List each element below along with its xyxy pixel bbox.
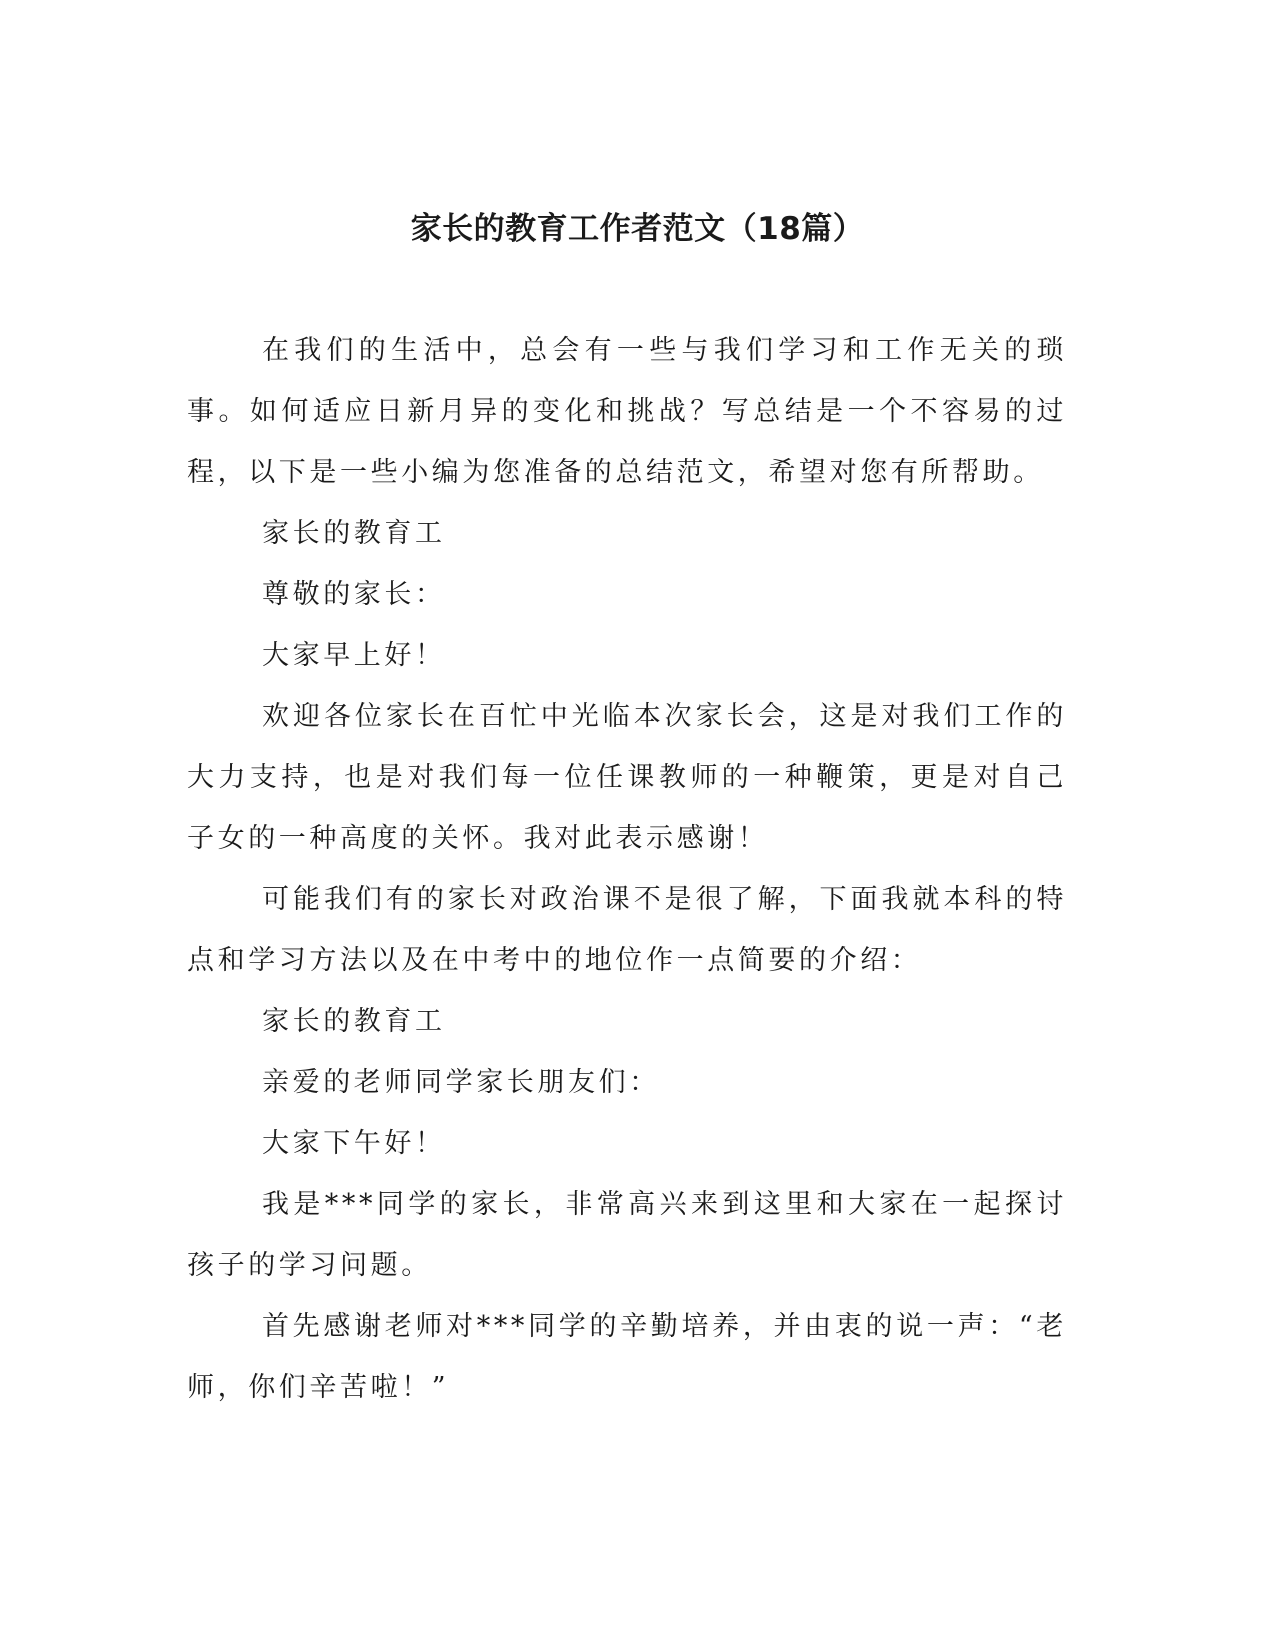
document-title: 家长的教育工作者范文（18篇） — [410, 211, 865, 247]
greeting: 大家下午好！ — [262, 1128, 446, 1159]
salutation: 亲爱的老师同学家长朋友们： — [262, 1067, 660, 1098]
section-heading: 家长的教育工 — [262, 518, 446, 549]
section-heading: 家长的教育工 — [262, 1006, 446, 1037]
paragraph: 首先感谢老师对***同学的辛勤培养，并由衷的说一声：“老师，你们辛苦啦！” — [187, 1311, 1067, 1403]
paragraph: 我是***同学的家长，非常高兴来到这里和大家在一起探讨孩子的学习问题。 — [187, 1189, 1067, 1281]
document-body — [187, 320, 1067, 1418]
paragraph-intro: 在我们的生活中，总会有一些与我们学习和工作无关的琐事。如何适应日新月异的变化和挑战？写总结是一个不容易的过程，以下是一些小编为您准备的总结范文，希望对您有所帮助。 — [187, 335, 1067, 488]
paragraph: 可能我们有的家长对政治课不是很了解，下面我就本科的特点和学习方法以及在中考中的地位作一点简要的介绍： — [187, 884, 1067, 976]
paragraph: 欢迎各位家长在百忙中光临本次家长会，这是对我们工作的大力支持，也是对我们每一位任课教师的一种鞭策，更是对自己子女的一种高度的关怀。我对此表示感谢！ — [187, 701, 1067, 854]
greeting: 大家早上好！ — [262, 640, 446, 671]
salutation: 尊敬的家长： — [262, 579, 446, 610]
